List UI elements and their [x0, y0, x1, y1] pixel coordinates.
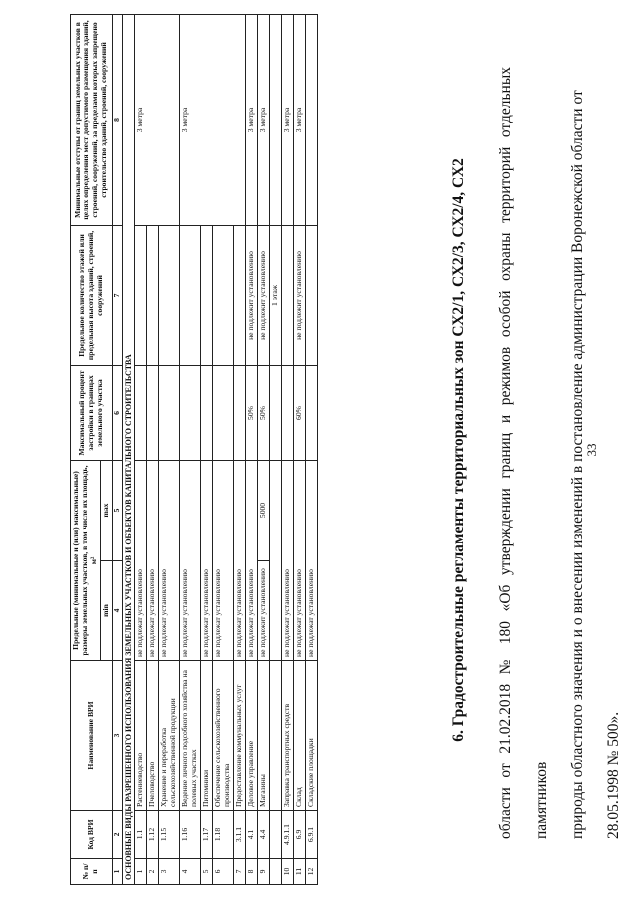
row-percent — [212, 365, 233, 460]
col-number: 7 — [112, 225, 122, 365]
row-floors — [212, 225, 233, 365]
row-code: 1.12 — [147, 811, 159, 859]
row-percent — [281, 365, 293, 460]
row-name — [269, 661, 281, 811]
section-row-label: ОСНОВНЫЕ ВИДЫ РАЗРЕШЕННОГО ИСПОЛЬЗОВАНИЯ ЗЕМЕЛЬНЫХ УЧАСТКОВ И ОБЪЕКТОВ КАПИТАЛЬНОГО СТРОИТЕЛЬСТВА — [122, 14, 134, 884]
header-min: min — [100, 561, 112, 661]
row-code: 1.18 — [212, 811, 233, 859]
table-row — [135, 14, 147, 884]
row-size: не подлежат установлению — [293, 460, 305, 660]
row-num: 12 — [305, 859, 317, 885]
col-number: 5 — [112, 460, 122, 560]
row-percent: 60% — [293, 365, 305, 460]
row-num: 8 — [245, 859, 257, 885]
row-setback: 3 метра — [135, 14, 180, 225]
row-num: 4 — [180, 859, 201, 885]
row-setback: 3 метра — [257, 14, 269, 225]
table-row — [257, 14, 269, 884]
row-floors: не подлежит установлению — [257, 225, 269, 365]
header-code: Код ВРИ — [71, 811, 113, 859]
header-max: max — [100, 460, 112, 560]
column-number-row — [112, 14, 122, 884]
row-name: Склад — [293, 661, 305, 811]
row-percent — [180, 365, 201, 460]
row-floors — [233, 225, 245, 365]
table-row — [269, 14, 281, 884]
row-name: Магазины — [257, 661, 269, 811]
row-floors — [200, 225, 212, 365]
header-setback: Минимальные отступы от границ земельных участков в целях определения мест допустимого размещения зданий, строений, сооружений, за пределами которых запрещено строительство зданий, строений, сооружений — [71, 14, 113, 225]
header-name: Наименование ВРИ — [71, 661, 113, 811]
row-setback: 3 метра — [245, 14, 257, 225]
row-size: не подлежат установлению — [159, 460, 180, 660]
row-name: Складские площадки — [305, 661, 317, 811]
row-num: 3 — [159, 859, 180, 885]
col-number: 8 — [112, 14, 122, 225]
row-floors: не подлежит установлению — [293, 225, 305, 365]
row-setback: 3 метра — [281, 14, 293, 225]
row-name: Заправка транспортных средств — [281, 661, 293, 811]
row-code: 4.9.1.1 — [281, 811, 293, 859]
row-size: не подлежат установлению — [233, 460, 245, 660]
row-floors — [135, 225, 147, 365]
header-row-1 — [71, 14, 101, 884]
row-setback: 3 метра — [293, 14, 305, 225]
table-row — [180, 14, 201, 884]
table-row — [245, 14, 257, 884]
row-size: не подлежат установлению — [245, 460, 257, 660]
row-percent: 50% — [257, 365, 269, 460]
col-number: 2 — [112, 811, 122, 859]
row-num: 7 — [233, 859, 245, 885]
intro-paragraph — [488, 67, 632, 839]
row-num: 10 — [281, 859, 293, 885]
row-code: 1.16 — [180, 811, 201, 859]
row-code: 3.1.1 — [233, 811, 245, 859]
row-floors — [159, 225, 180, 365]
regulations-table — [70, 14, 318, 885]
row-name: Деловое управление — [245, 661, 257, 811]
row-num: 11 — [293, 859, 305, 885]
row-floors — [180, 225, 201, 365]
row-percent — [233, 365, 245, 460]
row-size: не подлежат установлению — [200, 460, 212, 660]
row-num — [269, 859, 281, 885]
row-percent — [135, 365, 147, 460]
row-size: не подлежат установлению — [135, 460, 147, 660]
col-number: 1 — [112, 859, 122, 885]
row-name: Ведение личного подсобного хозяйства на полевых участках — [180, 661, 201, 811]
row-floors — [281, 225, 293, 365]
row-size — [269, 460, 281, 660]
intro-line-1: области от 21.02.2018 № 180 «Об утверждении границ и режимов особой охраны территорий отдельных памятников — [497, 67, 550, 839]
row-code: 1.15 — [159, 811, 180, 859]
row-setback: 3 метра — [180, 14, 246, 225]
row-code — [269, 811, 281, 859]
row-name: Предоставление коммунальных услуг — [233, 661, 245, 811]
row-size: не подлежат установлению — [147, 460, 159, 660]
row-floors: 1 этаж — [269, 225, 281, 365]
table-row — [305, 14, 317, 884]
row-name: Растениеводство — [135, 661, 147, 811]
row-code: 1.1 — [135, 811, 147, 859]
header-size-group: Предельные (минимальные и (или) максимальные) размеры земельных участков, в том числе их площадь, м² — [71, 460, 101, 660]
row-name: Хранение и переработка сельскохозяйственной продукции — [159, 661, 180, 811]
row-name: Обеспечение сельскохозяйственного производства — [212, 661, 233, 811]
row-floors — [305, 225, 317, 365]
row-num: 1 — [135, 859, 147, 885]
row-floors: не подлежит установлению — [245, 225, 257, 365]
row-size-max: 5000 — [257, 460, 269, 560]
row-num: 5 — [200, 859, 212, 885]
row-size: не подлежат установлению — [281, 460, 293, 660]
row-percent — [269, 365, 281, 460]
row-code: 6.9.1 — [305, 811, 317, 859]
col-number: 6 — [112, 365, 122, 460]
header-num: № п/п — [71, 859, 113, 885]
row-size: не подлежат установлению — [212, 460, 233, 660]
row-size: не подлежат установлению — [180, 460, 201, 660]
row-code: 6.9 — [293, 811, 305, 859]
intro-line-3: 28.05.1998 № 500». — [605, 711, 622, 839]
row-setback — [269, 14, 281, 225]
row-num: 9 — [257, 859, 269, 885]
row-percent — [305, 365, 317, 460]
row-percent — [159, 365, 180, 460]
table-row — [293, 14, 305, 884]
row-name: Питомники — [200, 661, 212, 811]
intro-line-2: природы областного значения и о внесении изменений в постановление администрации Воронежской области от — [569, 90, 586, 839]
row-floors — [147, 225, 159, 365]
col-number: 3 — [112, 661, 122, 811]
row-size-min: не подлежит установлению — [257, 561, 269, 661]
table-row — [281, 14, 293, 884]
row-name: Пчеловодство — [147, 661, 159, 811]
row-code: 4.1 — [245, 811, 257, 859]
section-row — [122, 14, 134, 884]
row-size: не подлежат установлению — [305, 460, 317, 660]
header-percent: Максимальный процент застройки в границах земельного участка — [71, 365, 113, 460]
row-code: 4.4 — [257, 811, 269, 859]
page-number: 33 — [584, 443, 599, 457]
row-num: 2 — [147, 859, 159, 885]
row-num: 6 — [212, 859, 233, 885]
row-percent — [200, 365, 212, 460]
header-floors: Предельное количество этажей или предельная высота зданий, строений, сооружений — [71, 225, 113, 365]
section-title: 6. Градостроительные регламенты территориальных зон СХ2/1, СХ2/3, СХ2/4, СХ2 — [450, 158, 467, 742]
row-setback — [305, 14, 317, 225]
col-number: 4 — [112, 561, 122, 661]
row-percent: 50% — [245, 365, 257, 460]
row-percent — [147, 365, 159, 460]
row-code: 1.17 — [200, 811, 212, 859]
